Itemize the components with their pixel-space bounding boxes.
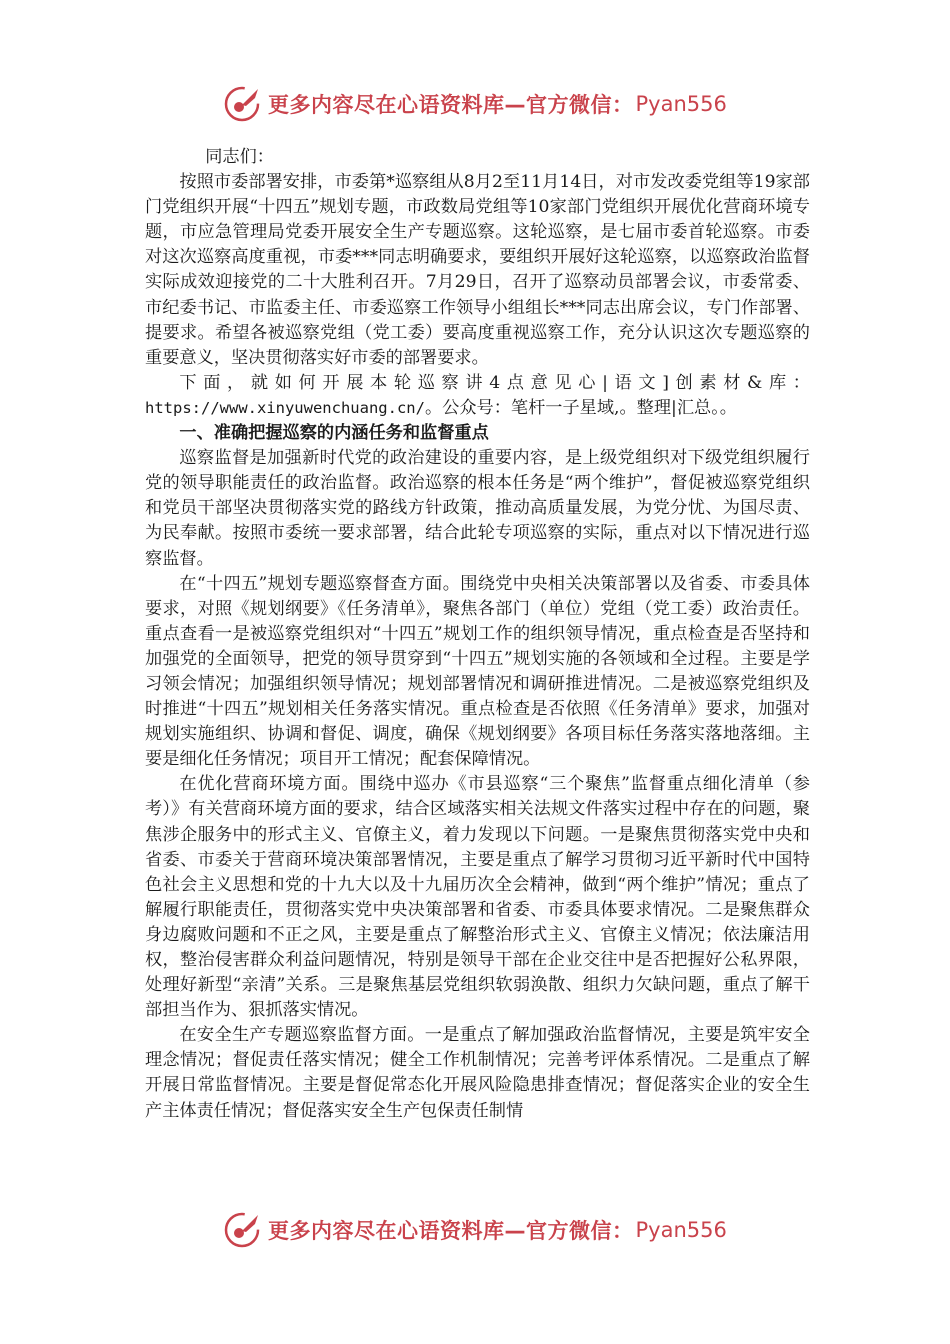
watermark-banner-bottom [222,1208,727,1252]
wechat-id: Pyan556 [635,1218,727,1242]
section-heading: 一、准确把握巡察的内涵任务和监督重点 [179,423,489,444]
source-line [145,371,810,421]
paragraph: 按照市委部署安排，市委第*巡察组从8月2至11月14日，对市发改委党组等19家部门党组织开展“十四五”规划专题，市政数局党组等10家部门党组织开展优化营商环境专题，市应急管理局党委开展安全生产专题巡察。这轮巡察，是七届市委首轮巡察。市委对这次巡察高度重视，市委***同志明确要求，要组织开展好这轮巡察，以巡察政治监督实际成效迎接党的二十大胜利召开。7月29日，召开了巡察动员部署会议，市委常委、市纪委书记、市监委主任、市委巡察工作领导小组组长***同志出席会议，专门作部署、提要求。希望各被巡察党组（党工委）要高度重视巡察工作，充分认识这次专题巡察的重要意义，坚决贯彻落实好市委的部署要求。 [145,172,810,368]
document-body [145,145,810,1124]
paragraph: 巡察监督是加强新时代党的政治建设的重要内容，是上级党组织对下级党组织履行党的领导职能责任的政治监督。政治巡察的根本任务是“两个维护”，督促被巡察党组织和党员干部坚决贯彻落实党的路线方针政策，推动高质量发展，为党分忧、为国尽责、为民奉献。按照市委统一要求部署，结合此轮专项巡察的实际，重点对以下情况进行巡察监督。 [145,448,810,569]
source-line-suffix: 。公众号：笔杆一子星域,。整理|汇总。。 [424,397,737,418]
quill-logo-icon [222,1210,262,1250]
source-line-prefix: 下面，就如何开展本轮巡察讲4点意见心|语文]创素材&库： [179,372,810,393]
salutation: 同志们： [205,147,274,167]
wechat-id: Pyan556 [635,92,727,116]
source-url: https://www.xinyuwenchuang.cn/ [145,398,425,417]
paragraph: 在安全生产专题巡察监督方面。一是重点了解加强政治监督情况，主要是筑牢安全理念情况；督促责任落实情况；健全工作机制情况；完善考评体系情况。二是重点了解开展日常监督情况。主要是督促常态化开展风险隐患排查情况；督促落实企业的安全生产主体责任情况；督促落实安全生产包保责任制情 [145,1025,810,1121]
banner-text: 更多内容尽在心语资料库—官方微信： [268,1219,634,1243]
quill-logo-icon [222,84,262,124]
watermark-banner-top [222,82,727,126]
banner-text: 更多内容尽在心语资料库—官方微信： [268,93,634,117]
paragraph: 在“十四五”规划专题巡察督查方面。围绕党中央相关决策部署以及省委、市委具体要求，对照《规划纲要》《任务清单》，聚焦各部门（单位）党组（党工委）政治责任。重点查看一是被巡察党组织对“十四五”规划工作的组织领导情况，重点检查是否坚持和加强党的全面领导，把党的领导贯穿到“十四五”规划实施的各领域和全过程。主要是学习领会情况；加强组织领导情况；规划部署情况和调研推进情况。二是被巡察党组织及时推进“十四五”规划相关任务落实情况。重点检查是否依照《任务清单》要求，加强对规划实施组织、协调和督促、调度，确保《规划纲要》各项目标任务落实落地落细。主要是细化任务情况；项目开工情况；配套保障情况。 [145,573,810,770]
paragraph: 在优化营商环境方面。围绕中巡办《市县巡察“三个聚焦”监督重点细化清单（参考）》有关营商环境方面的要求，结合区域落实相关法规文件落实过程中存在的问题，聚焦涉企服务中的形式主义、官僚主义，着力发现以下问题。一是聚焦贯彻落实党中央和省委、市委关于营商环境决策部署情况，主要是重点了解学习贯彻习近平新时代中国特色社会主义思想和党的十九大以及十九届历次全会精神，做到“两个维护”情况；重点了解履行职能责任，贯彻落实党中央决策部署和省委、市委具体要求情况。二是聚焦群众身边腐败问题和不正之风，主要是重点了解整治形式主义、官僚主义情况；依法廉洁用权，整治侵害群众利益问题情况，特别是领导干部在企业交往中是否把握好公私界限，处理好新型“亲清”关系。三是聚焦基层党组织软弱涣散、组织力欠缺问题，重点了解干部担当作为、狠抓落实情况。 [145,774,810,1021]
